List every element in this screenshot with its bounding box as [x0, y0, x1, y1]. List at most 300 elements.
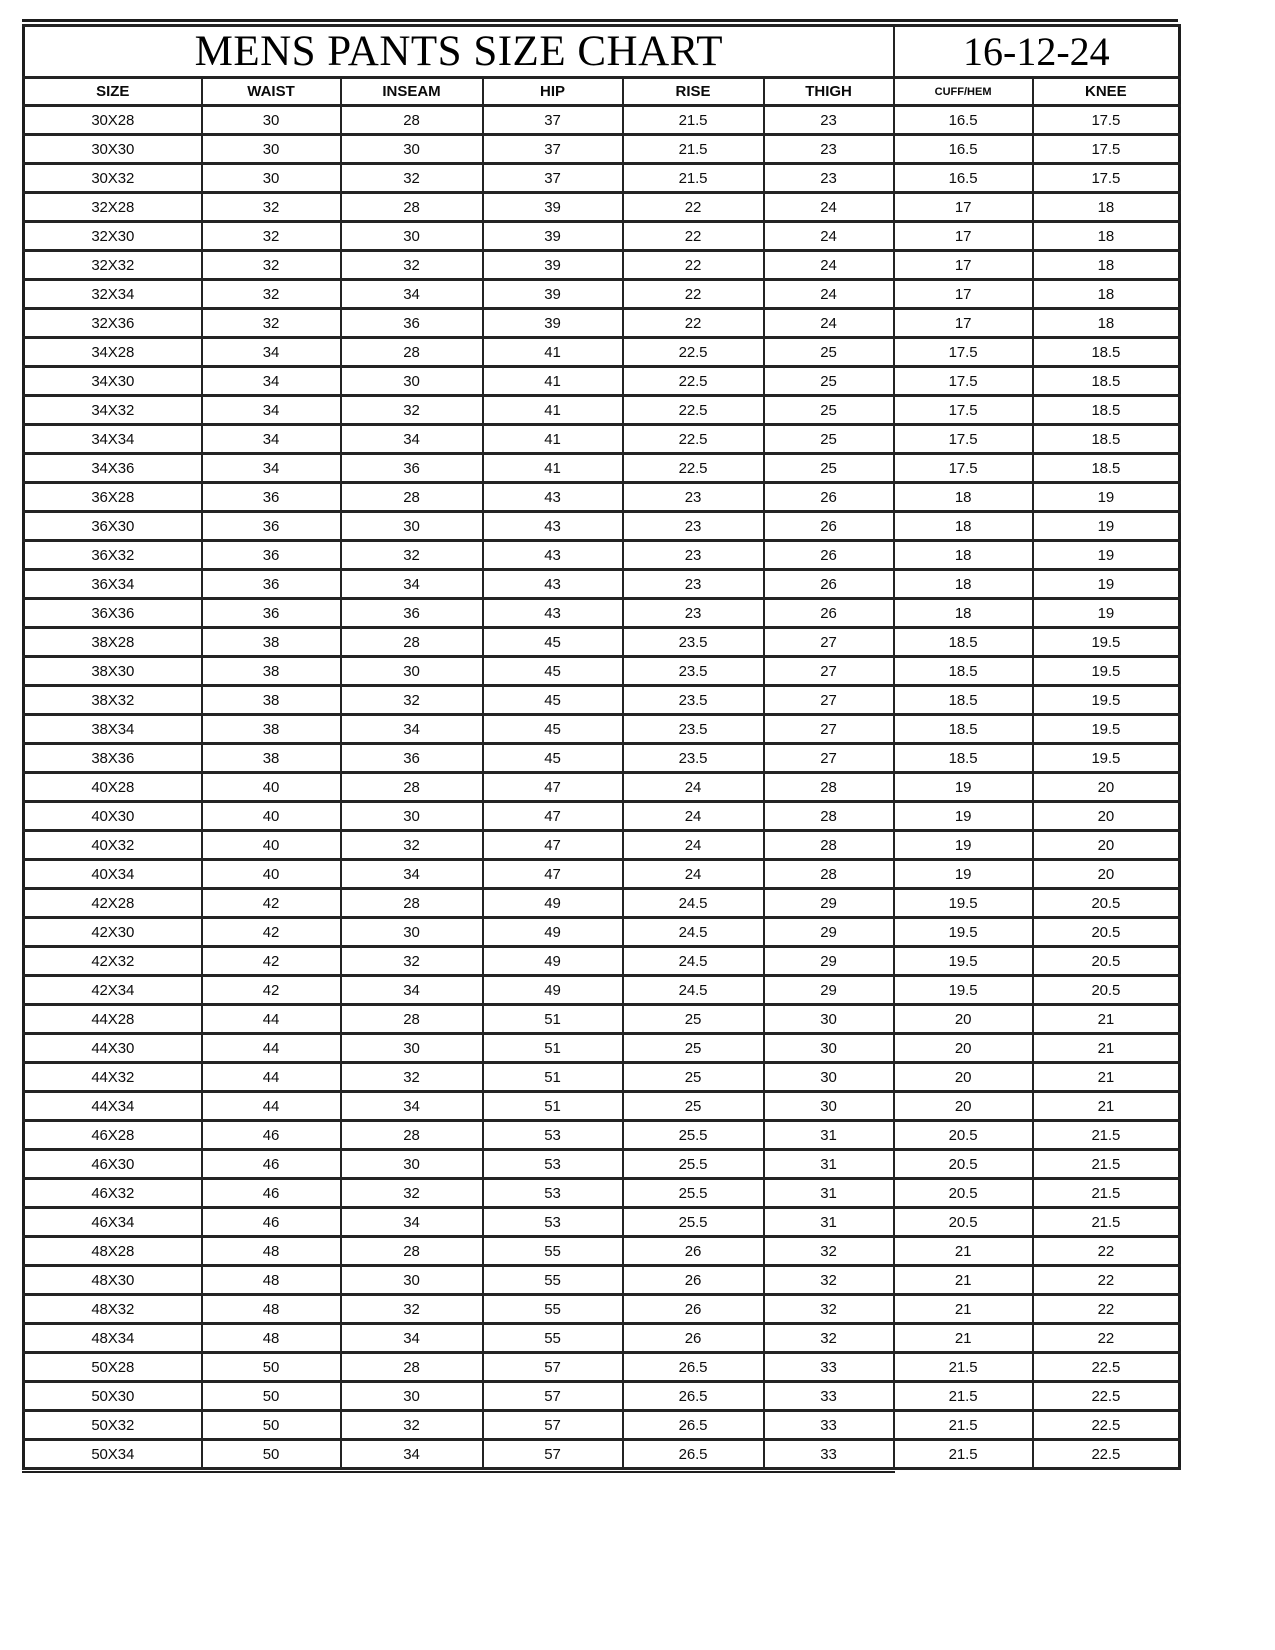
cell-rise: 22.5	[623, 396, 764, 425]
table-row	[24, 1005, 1180, 1034]
cell-size: 50X30	[24, 1382, 202, 1411]
cell-thigh: 27	[764, 686, 894, 715]
cell-waist: 36	[202, 599, 341, 628]
cell-hip: 57	[483, 1382, 623, 1411]
cell-rise: 24.5	[623, 889, 764, 918]
cell-thigh: 31	[764, 1208, 894, 1237]
table-row	[24, 454, 1180, 483]
cell-rise: 26	[623, 1237, 764, 1266]
cell-knee: 17.5	[1033, 135, 1180, 164]
cell-thigh: 25	[764, 338, 894, 367]
cell-thigh: 29	[764, 947, 894, 976]
cell-waist: 44	[202, 1005, 341, 1034]
table-row	[24, 918, 1180, 947]
cell-thigh: 33	[764, 1353, 894, 1382]
cell-knee: 18.5	[1033, 454, 1180, 483]
column-header-waist: WAIST	[202, 78, 341, 106]
cell-thigh: 32	[764, 1295, 894, 1324]
table-row	[24, 1063, 1180, 1092]
cell-knee: 19.5	[1033, 715, 1180, 744]
cell-hip: 53	[483, 1121, 623, 1150]
cell-inseam: 28	[341, 483, 483, 512]
cell-rise: 26	[623, 1324, 764, 1353]
cell-hip: 47	[483, 802, 623, 831]
cell-cuff_hem: 19.5	[894, 889, 1033, 918]
cell-waist: 32	[202, 280, 341, 309]
cell-inseam: 34	[341, 1092, 483, 1121]
cell-size: 44X30	[24, 1034, 202, 1063]
cell-thigh: 33	[764, 1382, 894, 1411]
cell-hip: 45	[483, 686, 623, 715]
cell-hip: 51	[483, 1034, 623, 1063]
table-row	[24, 860, 1180, 889]
cell-rise: 23	[623, 599, 764, 628]
cell-waist: 36	[202, 483, 341, 512]
cell-hip: 55	[483, 1295, 623, 1324]
cell-thigh: 24	[764, 309, 894, 338]
cell-cuff_hem: 21	[894, 1324, 1033, 1353]
cell-size: 48X32	[24, 1295, 202, 1324]
cell-cuff_hem: 18	[894, 541, 1033, 570]
cell-inseam: 34	[341, 570, 483, 599]
cell-hip: 57	[483, 1440, 623, 1469]
table-head	[24, 26, 1180, 106]
cell-knee: 19.5	[1033, 686, 1180, 715]
table-row	[24, 1208, 1180, 1237]
cell-rise: 22.5	[623, 338, 764, 367]
cell-rise: 24	[623, 860, 764, 889]
cell-size: 38X30	[24, 657, 202, 686]
cell-knee: 22.5	[1033, 1440, 1180, 1469]
cell-rise: 23	[623, 512, 764, 541]
cell-waist: 36	[202, 541, 341, 570]
cell-knee: 22.5	[1033, 1411, 1180, 1440]
cell-inseam: 30	[341, 802, 483, 831]
cell-cuff_hem: 16.5	[894, 106, 1033, 135]
table-row	[24, 1440, 1180, 1469]
cell-cuff_hem: 19.5	[894, 947, 1033, 976]
cell-waist: 50	[202, 1440, 341, 1469]
cell-hip: 51	[483, 1092, 623, 1121]
cell-inseam: 34	[341, 1324, 483, 1353]
cell-thigh: 27	[764, 657, 894, 686]
cell-size: 46X30	[24, 1150, 202, 1179]
cell-waist: 50	[202, 1411, 341, 1440]
cell-size: 38X32	[24, 686, 202, 715]
page-title: MENS PANTS SIZE CHART	[24, 26, 894, 78]
cell-rise: 22.5	[623, 367, 764, 396]
cell-rise: 25	[623, 1092, 764, 1121]
cell-inseam: 34	[341, 280, 483, 309]
column-header-cuff_hem: CUFF/HEM	[894, 78, 1033, 106]
cell-knee: 22.5	[1033, 1353, 1180, 1382]
cell-knee: 19.5	[1033, 657, 1180, 686]
cell-size: 44X34	[24, 1092, 202, 1121]
cell-hip: 39	[483, 222, 623, 251]
cell-size: 38X36	[24, 744, 202, 773]
cell-waist: 38	[202, 686, 341, 715]
cell-waist: 40	[202, 773, 341, 802]
cell-rise: 23	[623, 570, 764, 599]
cell-knee: 19.5	[1033, 628, 1180, 657]
bottom-border-artifact	[22, 1471, 895, 1473]
cell-hip: 37	[483, 164, 623, 193]
cell-size: 36X30	[24, 512, 202, 541]
cell-thigh: 33	[764, 1411, 894, 1440]
cell-cuff_hem: 18	[894, 570, 1033, 599]
cell-rise: 23	[623, 483, 764, 512]
cell-inseam: 30	[341, 222, 483, 251]
cell-knee: 19	[1033, 512, 1180, 541]
cell-hip: 39	[483, 251, 623, 280]
cell-rise: 23.5	[623, 715, 764, 744]
size-chart-table	[22, 24, 1181, 1470]
cell-thigh: 26	[764, 483, 894, 512]
cell-cuff_hem: 19.5	[894, 918, 1033, 947]
cell-cuff_hem: 21.5	[894, 1440, 1033, 1469]
cell-size: 30X32	[24, 164, 202, 193]
cell-size: 48X30	[24, 1266, 202, 1295]
cell-inseam: 36	[341, 309, 483, 338]
table-row	[24, 831, 1180, 860]
cell-rise: 23.5	[623, 744, 764, 773]
cell-rise: 25	[623, 1034, 764, 1063]
table-row	[24, 947, 1180, 976]
cell-inseam: 36	[341, 599, 483, 628]
cell-hip: 37	[483, 106, 623, 135]
cell-cuff_hem: 18	[894, 483, 1033, 512]
cell-hip: 47	[483, 773, 623, 802]
cell-knee: 19	[1033, 541, 1180, 570]
cell-size: 46X32	[24, 1179, 202, 1208]
cell-thigh: 32	[764, 1237, 894, 1266]
cell-rise: 21.5	[623, 135, 764, 164]
cell-cuff_hem: 18	[894, 599, 1033, 628]
cell-cuff_hem: 16.5	[894, 135, 1033, 164]
cell-waist: 46	[202, 1121, 341, 1150]
cell-knee: 22	[1033, 1237, 1180, 1266]
cell-rise: 24	[623, 773, 764, 802]
cell-waist: 34	[202, 454, 341, 483]
cell-size: 44X32	[24, 1063, 202, 1092]
cell-cuff_hem: 20.5	[894, 1150, 1033, 1179]
cell-rise: 24.5	[623, 976, 764, 1005]
cell-knee: 21.5	[1033, 1150, 1180, 1179]
cell-cuff_hem: 17.5	[894, 454, 1033, 483]
cell-waist: 32	[202, 222, 341, 251]
cell-size: 30X30	[24, 135, 202, 164]
column-header-size: SIZE	[24, 78, 202, 106]
cell-knee: 21.5	[1033, 1179, 1180, 1208]
cell-thigh: 28	[764, 831, 894, 860]
title-row	[24, 26, 1180, 78]
cell-knee: 22	[1033, 1324, 1180, 1353]
cell-hip: 55	[483, 1237, 623, 1266]
table-row	[24, 309, 1180, 338]
cell-thigh: 30	[764, 1005, 894, 1034]
table-row	[24, 367, 1180, 396]
cell-cuff_hem: 19.5	[894, 976, 1033, 1005]
table-row	[24, 106, 1180, 135]
cell-rise: 22	[623, 251, 764, 280]
cell-cuff_hem: 17.5	[894, 338, 1033, 367]
cell-inseam: 30	[341, 918, 483, 947]
table-row	[24, 1266, 1180, 1295]
cell-hip: 47	[483, 860, 623, 889]
cell-hip: 41	[483, 396, 623, 425]
cell-inseam: 32	[341, 251, 483, 280]
table-row	[24, 1295, 1180, 1324]
cell-hip: 39	[483, 280, 623, 309]
cell-cuff_hem: 18.5	[894, 686, 1033, 715]
table-row	[24, 541, 1180, 570]
cell-rise: 25.5	[623, 1150, 764, 1179]
cell-cuff_hem: 21.5	[894, 1382, 1033, 1411]
table-row	[24, 1382, 1180, 1411]
cell-inseam: 30	[341, 512, 483, 541]
cell-thigh: 27	[764, 628, 894, 657]
cell-thigh: 26	[764, 599, 894, 628]
cell-thigh: 28	[764, 773, 894, 802]
cell-waist: 46	[202, 1179, 341, 1208]
cell-inseam: 30	[341, 135, 483, 164]
cell-inseam: 32	[341, 831, 483, 860]
cell-size: 40X34	[24, 860, 202, 889]
cell-cuff_hem: 20	[894, 1063, 1033, 1092]
cell-waist: 30	[202, 106, 341, 135]
cell-hip: 43	[483, 570, 623, 599]
cell-inseam: 32	[341, 1063, 483, 1092]
cell-size: 36X32	[24, 541, 202, 570]
cell-cuff_hem: 17.5	[894, 367, 1033, 396]
cell-inseam: 32	[341, 1295, 483, 1324]
cell-knee: 21	[1033, 1005, 1180, 1034]
cell-size: 40X30	[24, 802, 202, 831]
cell-hip: 49	[483, 947, 623, 976]
cell-thigh: 26	[764, 541, 894, 570]
cell-inseam: 32	[341, 541, 483, 570]
column-header-hip: HIP	[483, 78, 623, 106]
cell-cuff_hem: 19	[894, 831, 1033, 860]
cell-cuff_hem: 17	[894, 222, 1033, 251]
cell-thigh: 23	[764, 164, 894, 193]
cell-inseam: 28	[341, 628, 483, 657]
cell-knee: 17.5	[1033, 164, 1180, 193]
cell-cuff_hem: 17	[894, 309, 1033, 338]
table-row	[24, 1353, 1180, 1382]
cell-hip: 53	[483, 1150, 623, 1179]
cell-knee: 21	[1033, 1092, 1180, 1121]
table-row	[24, 483, 1180, 512]
cell-size: 34X34	[24, 425, 202, 454]
cell-waist: 32	[202, 193, 341, 222]
cell-cuff_hem: 20	[894, 1005, 1033, 1034]
cell-waist: 48	[202, 1295, 341, 1324]
table-row	[24, 1034, 1180, 1063]
cell-knee: 22.5	[1033, 1382, 1180, 1411]
cell-inseam: 34	[341, 860, 483, 889]
cell-waist: 40	[202, 831, 341, 860]
cell-rise: 23	[623, 541, 764, 570]
cell-cuff_hem: 18.5	[894, 628, 1033, 657]
cell-size: 32X36	[24, 309, 202, 338]
cell-inseam: 28	[341, 193, 483, 222]
cell-thigh: 24	[764, 251, 894, 280]
cell-thigh: 24	[764, 222, 894, 251]
cell-thigh: 26	[764, 512, 894, 541]
cell-thigh: 31	[764, 1150, 894, 1179]
cell-knee: 20	[1033, 831, 1180, 860]
cell-thigh: 31	[764, 1121, 894, 1150]
cell-waist: 32	[202, 309, 341, 338]
cell-cuff_hem: 17	[894, 251, 1033, 280]
cell-cuff_hem: 21.5	[894, 1411, 1033, 1440]
cell-cuff_hem: 20.5	[894, 1208, 1033, 1237]
cell-size: 34X36	[24, 454, 202, 483]
cell-hip: 49	[483, 976, 623, 1005]
cell-inseam: 34	[341, 1208, 483, 1237]
cell-cuff_hem: 17.5	[894, 396, 1033, 425]
cell-size: 38X28	[24, 628, 202, 657]
cell-inseam: 28	[341, 889, 483, 918]
table-row	[24, 628, 1180, 657]
table-row	[24, 657, 1180, 686]
cell-thigh: 30	[764, 1063, 894, 1092]
cell-inseam: 32	[341, 1179, 483, 1208]
table-row	[24, 1237, 1180, 1266]
cell-inseam: 34	[341, 715, 483, 744]
cell-knee: 19	[1033, 599, 1180, 628]
cell-knee: 20.5	[1033, 947, 1180, 976]
cell-waist: 30	[202, 135, 341, 164]
table-row	[24, 976, 1180, 1005]
cell-knee: 20	[1033, 802, 1180, 831]
cell-waist: 50	[202, 1382, 341, 1411]
cell-knee: 21.5	[1033, 1121, 1180, 1150]
cell-rise: 22	[623, 193, 764, 222]
cell-rise: 26.5	[623, 1382, 764, 1411]
cell-thigh: 27	[764, 744, 894, 773]
cell-thigh: 29	[764, 889, 894, 918]
cell-knee: 18.5	[1033, 338, 1180, 367]
table-row	[24, 802, 1180, 831]
table-row	[24, 715, 1180, 744]
size-table-body	[24, 106, 1180, 1469]
table-row	[24, 338, 1180, 367]
table-row	[24, 1324, 1180, 1353]
cell-knee: 18.5	[1033, 396, 1180, 425]
cell-waist: 50	[202, 1353, 341, 1382]
cell-rise: 25.5	[623, 1121, 764, 1150]
cell-inseam: 32	[341, 396, 483, 425]
cell-hip: 55	[483, 1266, 623, 1295]
cell-waist: 34	[202, 367, 341, 396]
cell-waist: 44	[202, 1034, 341, 1063]
cell-rise: 23.5	[623, 657, 764, 686]
cell-waist: 48	[202, 1266, 341, 1295]
table-row	[24, 164, 1180, 193]
cell-hip: 39	[483, 309, 623, 338]
cell-rise: 26.5	[623, 1353, 764, 1382]
cell-waist: 44	[202, 1092, 341, 1121]
cell-hip: 55	[483, 1324, 623, 1353]
cell-size: 36X28	[24, 483, 202, 512]
table-row	[24, 1121, 1180, 1150]
table-row	[24, 1092, 1180, 1121]
cell-inseam: 30	[341, 1266, 483, 1295]
cell-waist: 38	[202, 715, 341, 744]
table-row	[24, 251, 1180, 280]
cell-thigh: 33	[764, 1440, 894, 1469]
cell-rise: 21.5	[623, 106, 764, 135]
table-row	[24, 773, 1180, 802]
table-row	[24, 744, 1180, 773]
cell-size: 36X34	[24, 570, 202, 599]
cell-thigh: 32	[764, 1266, 894, 1295]
cell-inseam: 36	[341, 744, 483, 773]
cell-inseam: 34	[341, 425, 483, 454]
cell-cuff_hem: 18	[894, 512, 1033, 541]
cell-size: 32X30	[24, 222, 202, 251]
cell-size: 32X34	[24, 280, 202, 309]
cell-inseam: 30	[341, 1382, 483, 1411]
cell-cuff_hem: 17	[894, 193, 1033, 222]
cell-size: 46X28	[24, 1121, 202, 1150]
cell-rise: 26.5	[623, 1411, 764, 1440]
cell-hip: 45	[483, 657, 623, 686]
cell-inseam: 30	[341, 1150, 483, 1179]
cell-hip: 41	[483, 425, 623, 454]
cell-knee: 21	[1033, 1063, 1180, 1092]
cell-inseam: 28	[341, 1237, 483, 1266]
table-row	[24, 396, 1180, 425]
cell-knee: 18	[1033, 309, 1180, 338]
cell-waist: 36	[202, 570, 341, 599]
cell-thigh: 25	[764, 396, 894, 425]
cell-knee: 20	[1033, 860, 1180, 889]
cell-hip: 43	[483, 541, 623, 570]
cell-size: 50X32	[24, 1411, 202, 1440]
cell-cuff_hem: 21.5	[894, 1353, 1033, 1382]
cell-inseam: 32	[341, 686, 483, 715]
cell-rise: 22	[623, 280, 764, 309]
table-row	[24, 1411, 1180, 1440]
cell-size: 40X28	[24, 773, 202, 802]
cell-waist: 34	[202, 338, 341, 367]
cell-cuff_hem: 20.5	[894, 1179, 1033, 1208]
cell-hip: 43	[483, 483, 623, 512]
cell-inseam: 28	[341, 106, 483, 135]
cell-size: 50X34	[24, 1440, 202, 1469]
cell-hip: 53	[483, 1208, 623, 1237]
cell-inseam: 28	[341, 1121, 483, 1150]
cell-thigh: 31	[764, 1179, 894, 1208]
cell-knee: 18	[1033, 280, 1180, 309]
cell-size: 32X28	[24, 193, 202, 222]
cell-rise: 26.5	[623, 1440, 764, 1469]
cell-size: 50X28	[24, 1353, 202, 1382]
cell-inseam: 28	[341, 773, 483, 802]
cell-size: 34X30	[24, 367, 202, 396]
cell-knee: 20.5	[1033, 918, 1180, 947]
cell-waist: 48	[202, 1324, 341, 1353]
cell-knee: 18.5	[1033, 367, 1180, 396]
cell-cuff_hem: 20.5	[894, 1121, 1033, 1150]
cell-size: 32X32	[24, 251, 202, 280]
cell-knee: 20.5	[1033, 976, 1180, 1005]
cell-knee: 19	[1033, 483, 1180, 512]
cell-inseam: 32	[341, 1411, 483, 1440]
